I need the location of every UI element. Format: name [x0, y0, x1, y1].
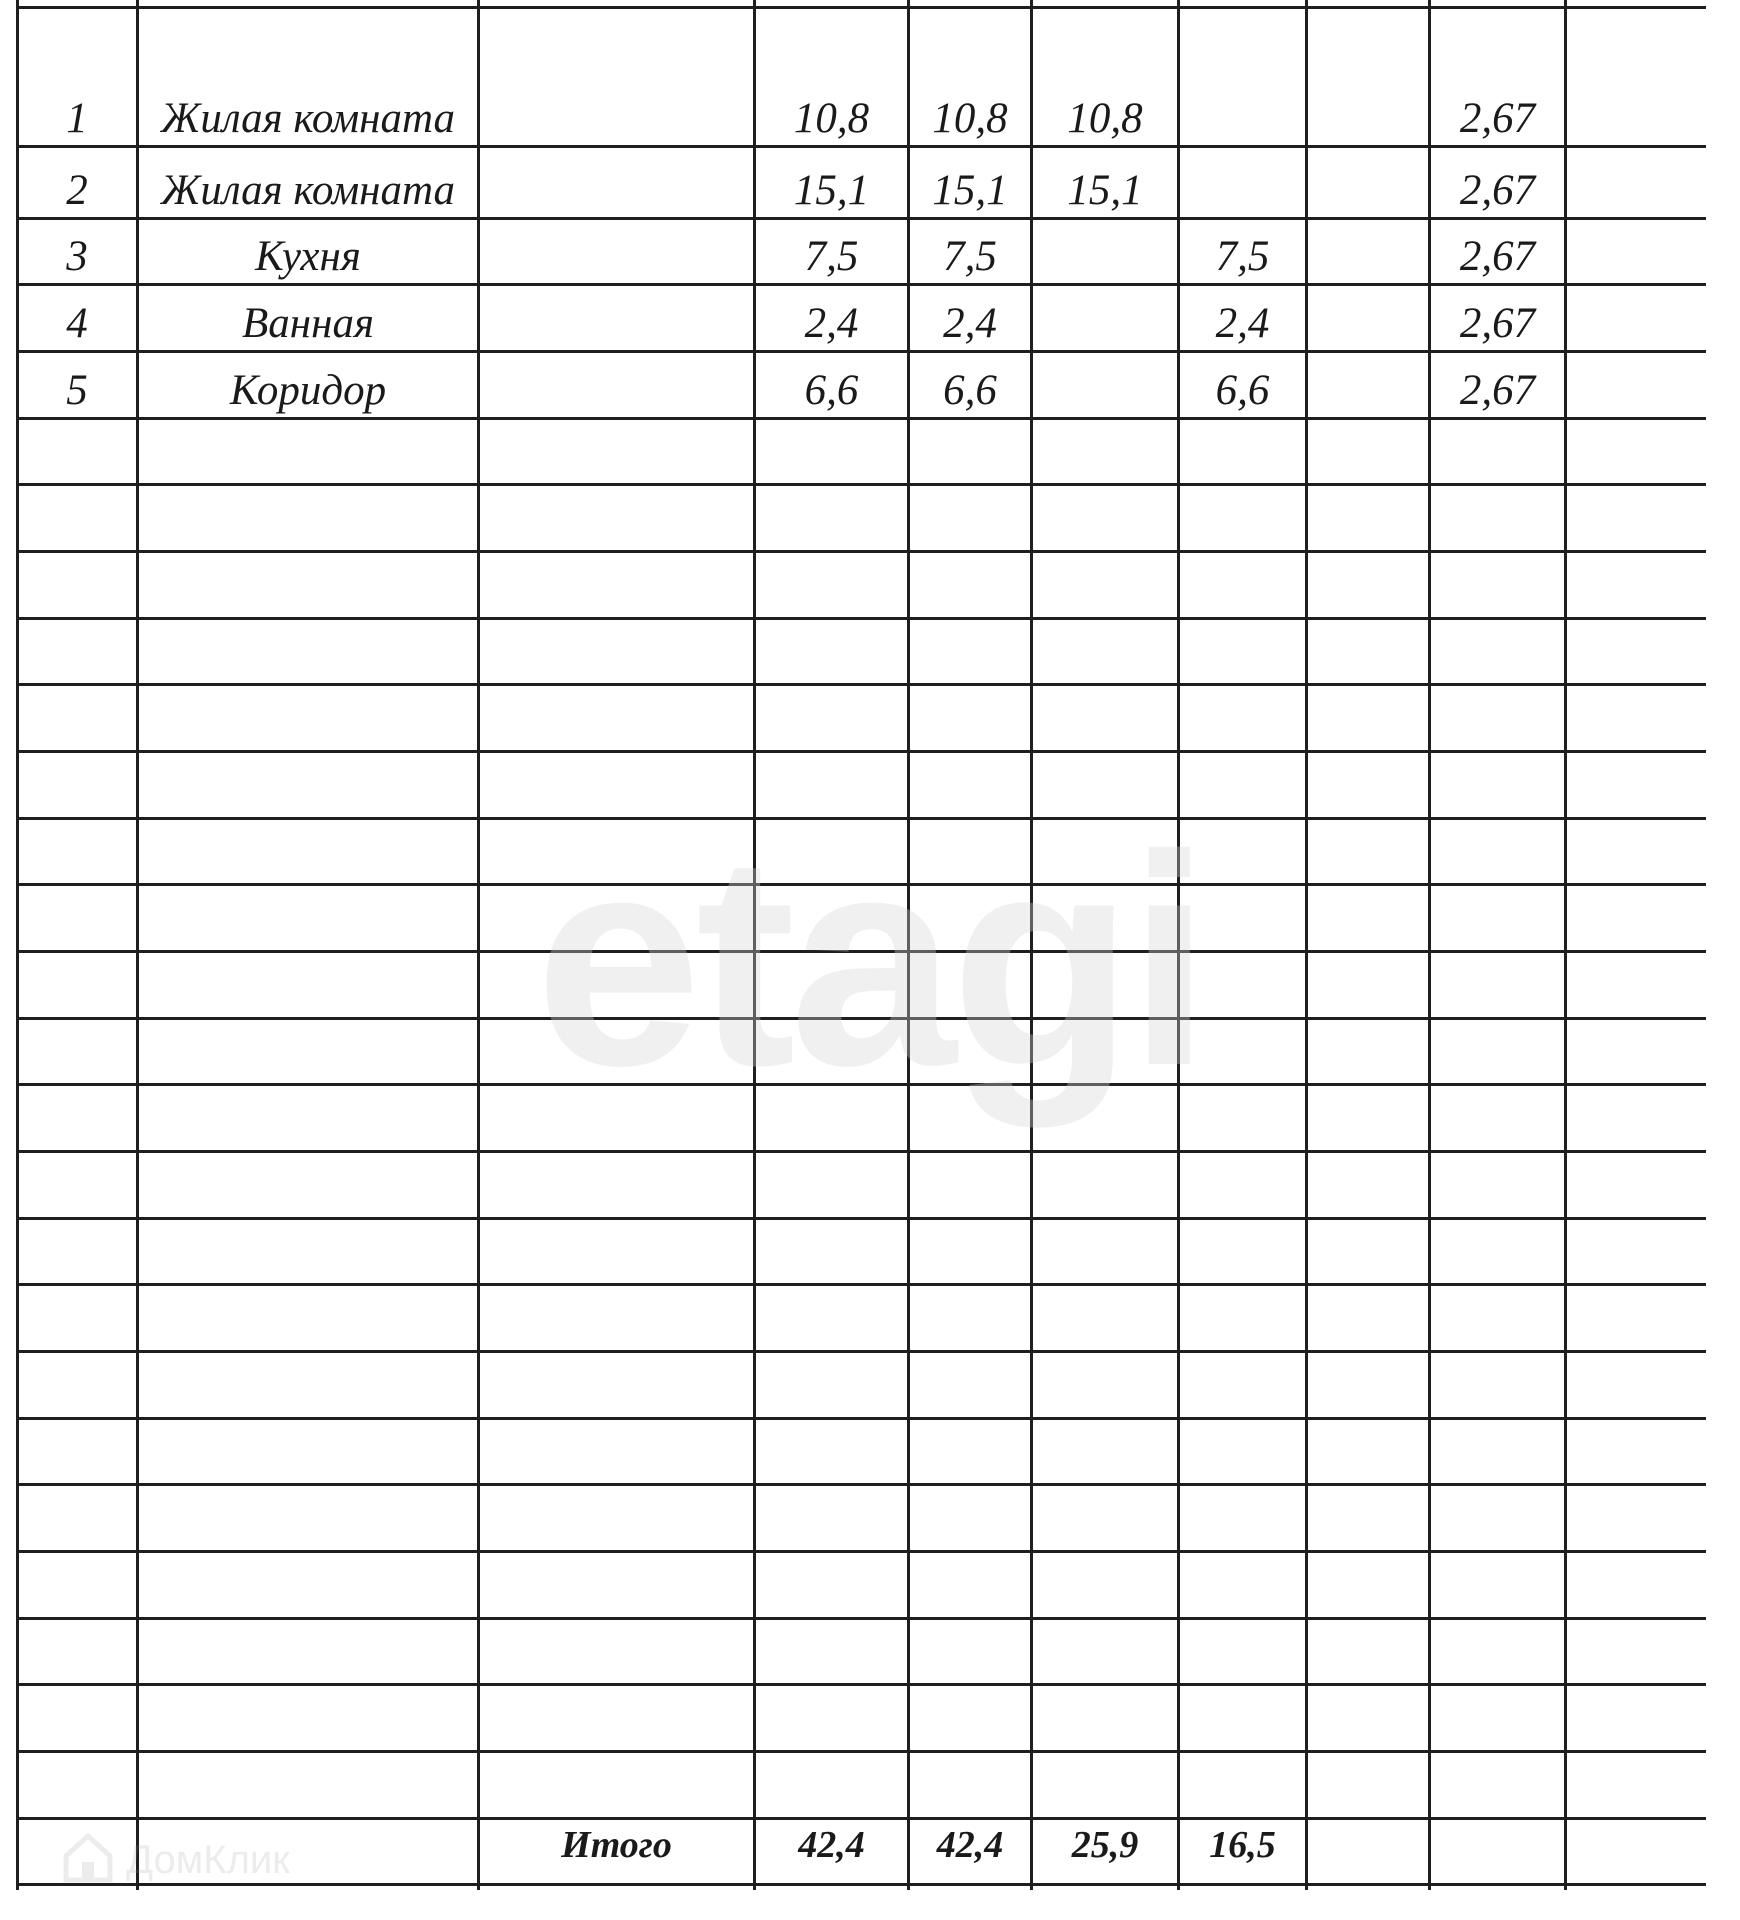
- grid-hline: [16, 217, 1706, 220]
- grid-hline: [16, 1283, 1706, 1286]
- area-cell: 2,4: [943, 300, 997, 347]
- area-cell: 6,6: [1215, 367, 1270, 414]
- row-number: 2: [66, 167, 88, 214]
- grid-hline: [16, 1417, 1706, 1420]
- room-name: Коридор: [229, 367, 387, 414]
- room-name: Ванная: [242, 300, 374, 347]
- height-cell: 2,67: [1459, 367, 1536, 414]
- area-cell: 10,8: [1067, 95, 1143, 142]
- grid-hline: [16, 1550, 1706, 1553]
- height-cell: 2,67: [1459, 300, 1536, 347]
- grid-hline: [16, 1217, 1706, 1220]
- grid-hline: [16, 617, 1706, 620]
- grid-hline: [16, 145, 1706, 148]
- area-cell: 2,4: [804, 300, 859, 347]
- row-number: 3: [66, 233, 88, 280]
- area-cell: 7,5: [804, 233, 859, 280]
- grid-hline: [16, 1483, 1706, 1486]
- grid-hline: [16, 1683, 1706, 1686]
- area-cell: 6,6: [943, 367, 997, 414]
- row-number: 5: [66, 367, 88, 414]
- room-name: Жилая комната: [160, 95, 456, 142]
- grid-hline: [16, 550, 1706, 553]
- room-name: Жилая комната: [160, 167, 456, 214]
- grid-hline: [16, 483, 1706, 486]
- area-cell: 2,4: [1215, 300, 1270, 347]
- room-name: Кухня: [255, 233, 361, 280]
- grid-hline: [16, 1817, 1706, 1820]
- etagi-watermark: etagi: [534, 792, 1206, 1128]
- row-number: 4: [66, 300, 88, 347]
- grid-hline: [16, 1617, 1706, 1620]
- area-cell: 7,5: [943, 233, 997, 280]
- grid-hline: [16, 1750, 1706, 1753]
- area-cell: 15,1: [1067, 167, 1143, 214]
- grid-hline: [16, 350, 1706, 353]
- height-cell: 2,67: [1459, 95, 1536, 142]
- area-cell: 10,8: [932, 95, 1008, 142]
- area-cell: 7,5: [1215, 233, 1270, 280]
- domclick-label: ДомКлик: [126, 1838, 290, 1882]
- height-cell: 2,67: [1459, 233, 1536, 280]
- grid-hline: [16, 283, 1706, 286]
- grid-hline: [16, 6, 1706, 9]
- total-cell: 42,4: [936, 1824, 1004, 1866]
- total-cell: 25,9: [1071, 1824, 1139, 1866]
- row-number: 1: [66, 95, 88, 142]
- area-cell: 15,1: [793, 167, 870, 214]
- total-cell: 16,5: [1209, 1824, 1276, 1866]
- area-cell: 6,6: [804, 367, 859, 414]
- total-label: Итого: [561, 1824, 672, 1866]
- total-cell: 42,4: [798, 1824, 865, 1866]
- grid-hline: [16, 750, 1706, 753]
- house-icon: [60, 1830, 116, 1891]
- domclick-watermark: [60, 1830, 290, 1891]
- area-cell: 15,1: [932, 167, 1008, 214]
- grid-hline: [16, 417, 1706, 420]
- grid-hline: [16, 1150, 1706, 1153]
- height-cell: 2,67: [1459, 167, 1536, 214]
- grid-hline: [16, 683, 1706, 686]
- grid-hline: [16, 1350, 1706, 1353]
- area-cell: 10,8: [793, 95, 870, 142]
